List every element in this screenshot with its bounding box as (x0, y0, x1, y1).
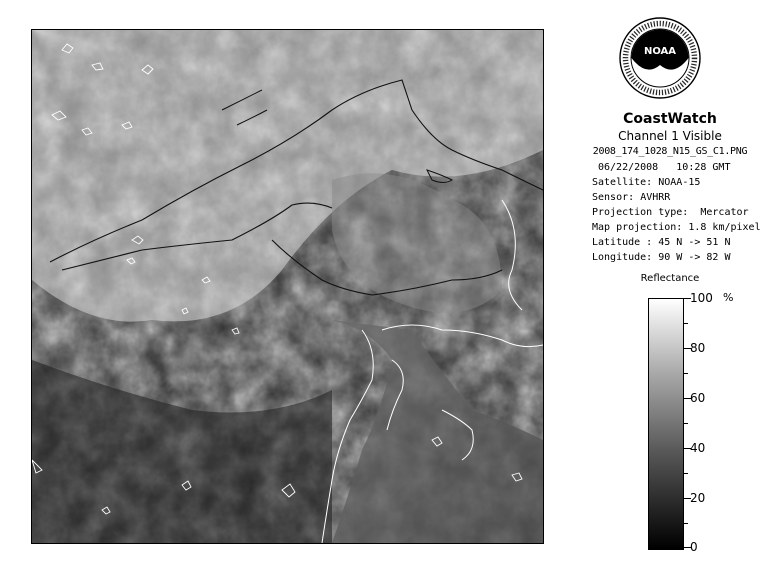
latitude-label: Latitude : (592, 237, 653, 248)
projection-row (592, 205, 761, 220)
image-metadata (592, 160, 761, 265)
legend-unit: % (723, 291, 734, 304)
latitude-row (592, 235, 761, 250)
satellite-row (592, 175, 761, 190)
date-value: 06/22/2008 (598, 162, 659, 173)
sensor-row (592, 190, 761, 205)
tick-mark (683, 523, 688, 524)
channel-label: Channel 1 Visible (618, 129, 722, 143)
date-time-row (592, 160, 761, 175)
image-filename: 2008_174_1028_N15_GS_C1.PNG (592, 146, 748, 157)
satellite-value: NOAA-15 (658, 177, 701, 188)
tick-label-0: 0 (690, 540, 698, 554)
longitude-row (592, 250, 761, 265)
noaa-logo (619, 17, 701, 99)
sensor-label: Sensor: (592, 192, 635, 203)
resolution-label: Map projection: (592, 222, 683, 233)
tick-mark (683, 473, 688, 474)
projection-value: Mercator (700, 207, 749, 218)
tick-mark (683, 323, 688, 324)
sensor-value: AVHRR (640, 192, 671, 203)
logo-text: NOAA (643, 46, 677, 57)
projection-label: Projection type: (592, 207, 689, 218)
resolution-row (592, 220, 761, 235)
tick-mark (683, 423, 688, 424)
resolution-value: 1.8 km/pixel (688, 222, 761, 233)
reflectance-colorbar (648, 298, 684, 550)
satellite-image-panel[interactable] (31, 29, 544, 544)
tick-label-20: 20 (690, 491, 706, 505)
tick-label-60: 60 (690, 391, 706, 405)
satellite-label: Satellite: (592, 177, 653, 188)
satellite-image (32, 30, 543, 543)
legend-title: Reflectance (640, 273, 700, 284)
brand-title: CoastWatch (623, 111, 717, 127)
colorbar-ticks (683, 291, 743, 554)
latitude-value: 45 N -> 51 N (658, 237, 731, 248)
tick-label-100: 100 (690, 291, 713, 305)
tick-label-40: 40 (690, 441, 706, 455)
tick-label-80: 80 (690, 341, 706, 355)
longitude-value: 90 W -> 82 W (658, 252, 731, 263)
longitude-label: Longitude: (592, 252, 653, 263)
time-value: 10:28 GMT (676, 162, 731, 173)
tick-mark (683, 373, 688, 374)
